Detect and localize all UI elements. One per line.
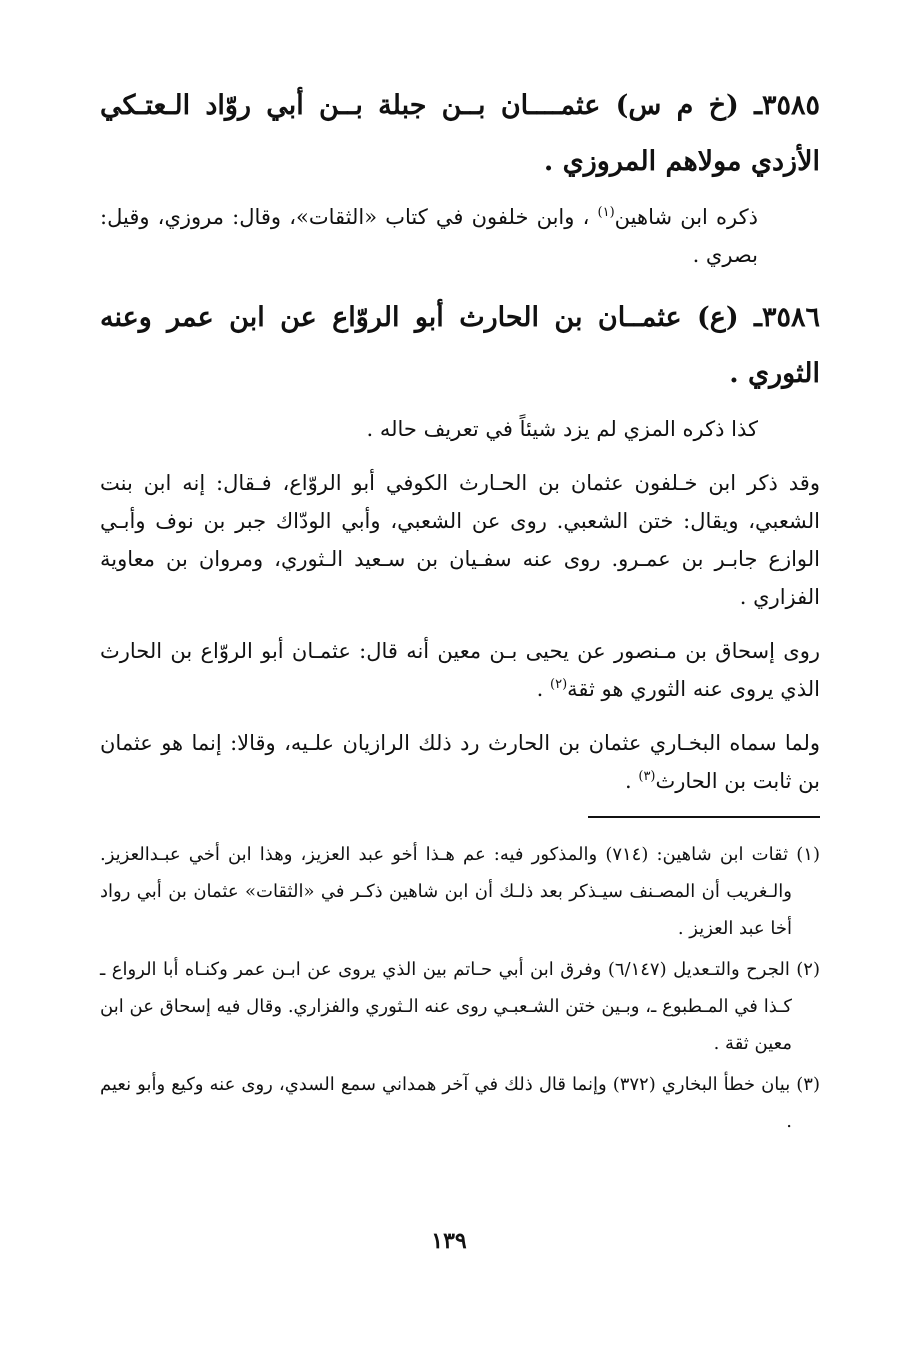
footnote-reference[interactable]: (٢) [550, 677, 568, 692]
footnote-divider [588, 816, 820, 818]
footnote-3: (٣) بيان خطأ البخاري (٣٧٢) وإنما قال ذلك في آخر همداني سمع السدي، روى عنه وكيع وأبو نعيم . [100, 1074, 820, 1132]
entry-paragraph [100, 198, 820, 274]
footnote-1: (١) ثقات ابن شاهين: (٧١٤) والمذكور فيه: عم هـذا أخو عبد العزيز، وهذا ابن أخي عبـدالعزيز. والـغريب أن المصـنف سيـذكر بعد ذلـك أن ابن شاهين ذكـر في «الثقات» عثمان بن أبي رواد أخا عبد العزيز . [100, 844, 820, 939]
footnotes [100, 836, 820, 1140]
entry-paragraph [100, 410, 820, 448]
entry-paragraph [100, 724, 820, 800]
footnote-reference[interactable]: (١) [597, 205, 615, 220]
entry-3585 [100, 78, 820, 274]
paragraph-text-after: . [536, 677, 550, 701]
entry-paragraph [100, 464, 820, 616]
footnote-reference[interactable]: (٣) [638, 769, 656, 784]
paragraph-text: ذكره ابن شاهين [614, 205, 758, 229]
paragraph-text-after: . [625, 769, 639, 793]
entry-title: ٣٥٨٦ـ (ع) عثمــان بن الحارث أبو الروّاع عن ابن عمر وعنه الثوري . [100, 302, 820, 389]
paragraph-text: ولما سماه البخـاري عثمان بن الحارث رد ذلك الرازيان علـيه، وقالا: إنما هو عثمان بن ثابت بن الحارث [100, 731, 820, 793]
page-body [100, 78, 820, 1144]
paragraph-text-after: ، وابن خلفون في كتاب «الثقات»، وقال: مروزي، وقيل: بصري . [100, 205, 758, 267]
page-number: ١٣٩ [431, 1228, 467, 1254]
paragraph-text: وقد ذكر ابن خـلفون عثمان بن الحـارث الكوفي أبو الروّاع، فـقال: إنه ابن بنت الشعبي، ويقال: ختن الشعبي. روى عن الشعبي، وأبي الودّاك جبر بن نوف وأبـي الوازع جابـر بن عمـرو. روى عنه سفـيان بن سـعيد الـثوري، ومروان بن معاوية الفزاري . [100, 471, 820, 609]
entry-3586 [100, 290, 820, 800]
paragraph-text: روى إسحاق بن مـنصور عن يحيى بـن معين أنه قال: عثمـان أبو الروّاع بن الحارث الذي يروى عنه الثوري هو ثقة [100, 639, 820, 701]
footnote-2: (٢) الجرح والتـعديل (٦/١٤٧) وفرق ابن أبي حـاتم بين الذي يروى عن ابـن عمر وكنـاه أبا الرواع ـ كـذا في المـطبوع ـ، وبـين ختن الشـعبـي روى عنه الـثوري والفزاري. وقال فيه إسحاق عن ابن معين ثقة . [100, 959, 820, 1054]
entry-title: ٣٥٨٥ـ (خ م س) عثمــــان بــن جبلة بــن أبي روّاد الـعتـكي الأزدي مولاهم المروزي . [100, 90, 820, 177]
entry-paragraph [100, 632, 820, 708]
paragraph-text: كذا ذكره المزي لم يزد شيئاً في تعريف حاله . [366, 417, 758, 441]
